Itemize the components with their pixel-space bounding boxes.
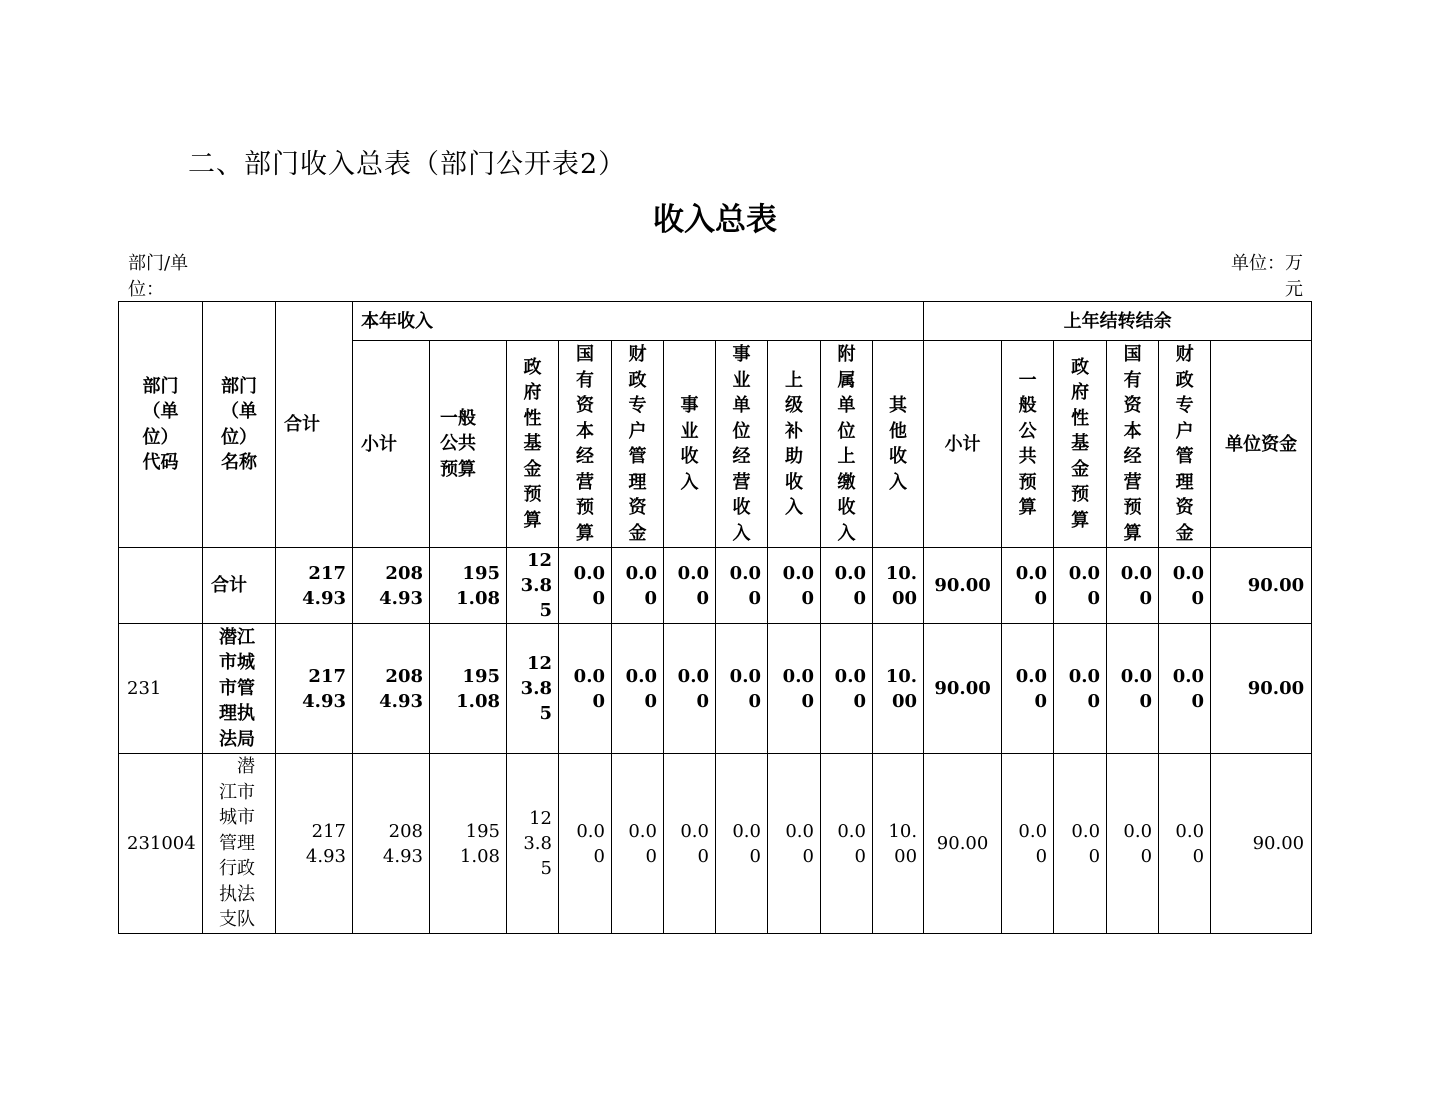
header-prior-year: 上年结转结余	[924, 302, 1312, 341]
cell-cy-fiscal-special: 0.00	[612, 624, 664, 754]
unit-label: 单位：万元	[1231, 253, 1303, 300]
cell-cy-superior: 0.00	[768, 548, 821, 624]
cell-cy-business: 0.00	[664, 624, 716, 754]
header-cy-fiscal-special: 财政专户管理资金	[612, 341, 664, 548]
cell-py-general: 0.00	[1002, 624, 1054, 754]
header-cy-superior: 上级补助收入	[768, 341, 821, 548]
cell-py-general: 0.00	[1002, 548, 1054, 624]
cell-py-unit-funds: 90.00	[1211, 624, 1312, 754]
header-cy-operating: 事业单位经营收入	[716, 341, 768, 548]
cell-cy-affiliated: 0.00	[821, 754, 873, 934]
cell-cy-operating: 0.00	[716, 624, 768, 754]
cell-total: 2174.93	[276, 548, 353, 624]
header-py-general: 一般公共预算	[1002, 341, 1054, 548]
cell-py-fund: 0.00	[1054, 548, 1107, 624]
header-name: 部门（单位）名称	[203, 302, 276, 548]
cell-py-fund: 0.00	[1054, 754, 1107, 934]
cell-total: 2174.93	[276, 754, 353, 934]
header-py-unit-funds: 单位资金	[1211, 341, 1312, 548]
header-cy-other: 其他收入	[873, 341, 924, 548]
cell-cy-fund: 123.85	[507, 624, 559, 754]
cell-cy-state-capital: 0.00	[559, 624, 612, 754]
cell-py-subtotal: 90.00	[924, 624, 1002, 754]
cell-cy-fund: 123.85	[507, 548, 559, 624]
income-summary-table	[118, 301, 1312, 934]
header-row-group	[119, 302, 1312, 341]
cell-total: 2174.93	[276, 624, 353, 754]
cell-cy-state-capital: 0.00	[559, 754, 612, 934]
cell-cy-subtotal: 2084.93	[353, 754, 430, 934]
cell-cy-other: 10.00	[873, 548, 924, 624]
cell-code: 231	[119, 624, 203, 754]
header-current-year: 本年收入	[353, 302, 924, 341]
cell-cy-general: 1951.08	[430, 548, 507, 624]
header-cy-affiliated: 附属单位上缴收入	[821, 341, 873, 548]
cell-cy-general: 1951.08	[430, 754, 507, 934]
header-py-subtotal: 小计	[924, 341, 1002, 548]
cell-cy-superior: 0.00	[768, 624, 821, 754]
cell-py-unit-funds: 90.00	[1211, 548, 1312, 624]
cell-cy-subtotal: 2084.93	[353, 548, 430, 624]
header-cy-general: 一般公共预算	[430, 341, 507, 548]
cell-py-state-capital: 0.00	[1107, 754, 1159, 934]
cell-cy-affiliated: 0.00	[821, 624, 873, 754]
header-code: 部门（单位）代码	[119, 302, 203, 548]
cell-py-general: 0.00	[1002, 754, 1054, 934]
cell-py-state-capital: 0.00	[1107, 548, 1159, 624]
cell-cy-fiscal-special: 0.00	[612, 754, 664, 934]
cell-cy-business: 0.00	[664, 754, 716, 934]
cell-py-state-capital: 0.00	[1107, 624, 1159, 754]
cell-cy-superior: 0.00	[768, 754, 821, 934]
cell-py-fund: 0.00	[1054, 624, 1107, 754]
cell-cy-other: 10.00	[873, 624, 924, 754]
table-row	[119, 754, 1312, 934]
header-cy-subtotal: 小计	[353, 341, 430, 548]
cell-cy-other: 10.00	[873, 754, 924, 934]
header-cy-fund: 政府性基金预算	[507, 341, 559, 548]
cell-cy-fiscal-special: 0.00	[612, 548, 664, 624]
cell-cy-operating: 0.00	[716, 754, 768, 934]
cell-cy-general: 1951.08	[430, 624, 507, 754]
section-title: 二、部门收入总表（部门公开表2）	[188, 149, 627, 180]
cell-cy-operating: 0.00	[716, 548, 768, 624]
header-py-state-capital: 国有资本经营预算	[1107, 341, 1159, 548]
header-total: 合计	[276, 302, 353, 548]
cell-py-unit-funds: 90.00	[1211, 754, 1312, 934]
cell-cy-business: 0.00	[664, 548, 716, 624]
table-title: 收入总表	[653, 202, 777, 238]
cell-py-fiscal-special: 0.00	[1159, 624, 1211, 754]
cell-code	[119, 548, 203, 624]
cell-cy-fund: 123.85	[507, 754, 559, 934]
table-row	[119, 624, 1312, 754]
cell-name: 潜江市城市管理执法局	[203, 624, 276, 754]
table-row	[119, 548, 1312, 624]
cell-py-fiscal-special: 0.00	[1159, 754, 1211, 934]
cell-cy-subtotal: 2084.93	[353, 624, 430, 754]
header-py-fiscal-special: 财政专户管理资金	[1159, 341, 1211, 548]
cell-py-subtotal: 90.00	[924, 754, 1002, 934]
cell-code: 231004	[119, 754, 203, 934]
cell-cy-affiliated: 0.00	[821, 548, 873, 624]
cell-cy-state-capital: 0.00	[559, 548, 612, 624]
cell-py-fiscal-special: 0.00	[1159, 548, 1211, 624]
cell-name: 潜江市城市管理行政执法支队	[203, 754, 276, 934]
department-label: 部门/单位：	[128, 253, 189, 300]
header-py-fund: 政府性基金预算	[1054, 341, 1107, 548]
cell-name: 合计	[203, 548, 276, 624]
header-cy-business: 事业收入	[664, 341, 716, 548]
cell-py-subtotal: 90.00	[924, 548, 1002, 624]
header-cy-state-capital: 国有资本经营预算	[559, 341, 612, 548]
